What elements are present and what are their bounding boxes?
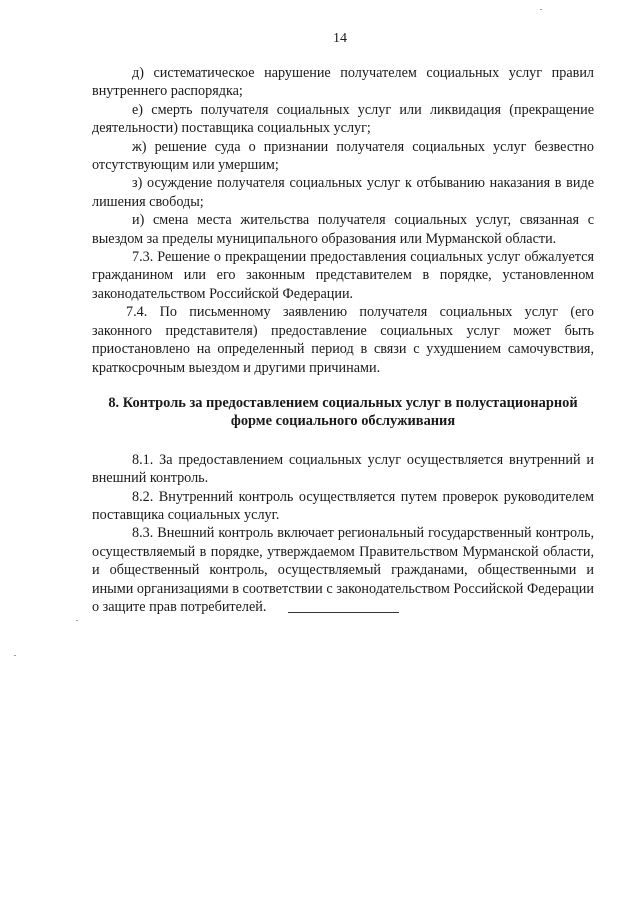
scan-speck xyxy=(14,655,16,656)
section-gap xyxy=(92,431,594,451)
item-d: д) систематическое нарушение получателем социальных услуг правил внутреннего распорядка; xyxy=(92,65,594,100)
item-zh: ж) решение суда о признании получателя социальных услуг безвестно отсутствующим или умершим; xyxy=(92,138,594,174)
scan-speck xyxy=(540,9,542,10)
item-e: е) смерть получателя социальных услуг или ликвидация (прекращение деятельности) поставщика социальных услуг; xyxy=(92,101,594,137)
paragraph-8-3: 8.3. Внешний контроль включает региональный государственный контроль, осуществляемый в порядке, утверждаемом Правительством Мурманской области, и общественный контроль, осуществляемый гражданами, общественными и иными организациями в соответствии с законодательством Российской Федерации о защите прав потребителей. xyxy=(92,525,594,615)
end-rule xyxy=(288,612,399,613)
page-number: 14 xyxy=(333,31,347,46)
section-gap xyxy=(92,377,594,394)
item-i: и) смена места жительства получателя социальных услуг, связанная с выездом за пределы муниципального образования или Мурманской области. xyxy=(92,212,594,247)
paragraph-8-1: 8.1. За предоставлением социальных услуг осуществляется внутренний и внешний контроль. xyxy=(92,451,594,487)
paragraph-7-4: 7.4. По письменному заявлению получателя социальных услуг (его законного представителя) предоставление социальных услуг может быть приостановлено на определенный период в связи с ухудшением самочувствия, краткосрочным выездом и другими причинами. xyxy=(92,304,594,376)
scan-speck xyxy=(76,620,78,621)
paragraph-7-3: 7.3. Решение о прекращении предоставления социальных услуг обжалуется гражданином или его законным представителем в порядке, установленном законодательством Российской Федерации. xyxy=(92,249,594,302)
paragraph-8-2: 8.2. Внутренний контроль осуществляется путем проверок руководителем поставщика социальных услуг. xyxy=(92,488,594,523)
document-body xyxy=(92,64,594,616)
item-z: з) осуждение получателя социальных услуг к отбыванию наказания в виде лишения свободы; xyxy=(92,175,594,210)
section-8-heading: 8. Контроль за предоставлением социальных услуг в полустационарной форме социального обслуживания xyxy=(108,394,578,430)
